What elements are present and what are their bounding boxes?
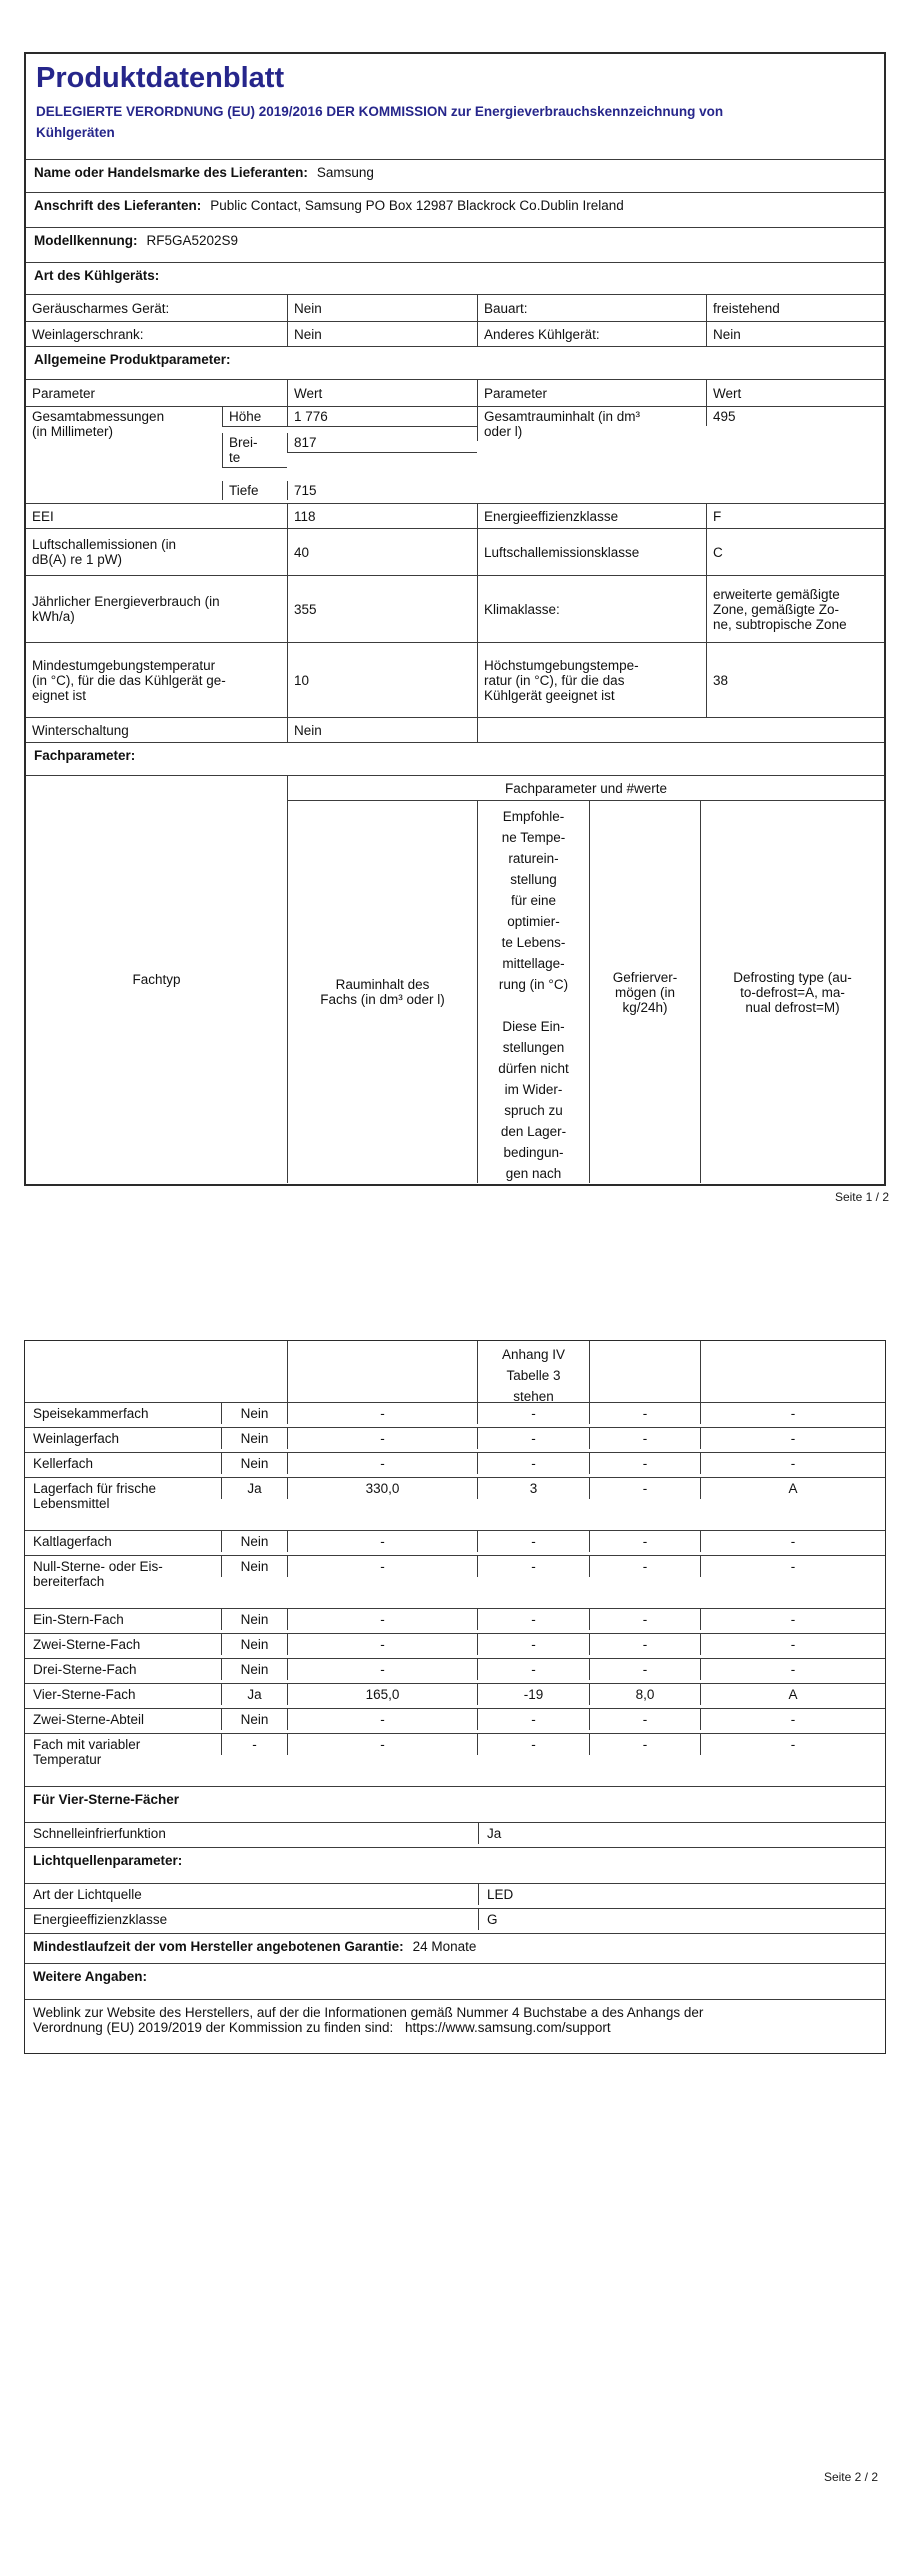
compartment-temp: - — [477, 1556, 589, 1577]
climate-class-value: erweiterte gemäßigte Zone, gemäßigte Zo- ne, subtropische Zone — [706, 576, 884, 642]
climate-class-label: Klimaklasse: — [477, 576, 706, 642]
compartment-row — [25, 1478, 885, 1531]
annual-energy-label: Jährlicher Energieverbrauch (in kWh/a) — [32, 594, 220, 624]
compartment-present: Nein — [221, 1428, 287, 1449]
compartment-defrost: - — [700, 1734, 885, 1755]
compartment-volume: 330,0 — [287, 1478, 477, 1499]
eei-label: EEI — [32, 508, 54, 524]
compartment-volume: - — [287, 1453, 477, 1474]
compartment-freezing: - — [589, 1478, 700, 1499]
recommended-temp-col-header: Empfohle- ne Tempe- raturein- stellung für eine optimier- te Lebens- mittellage- rung (in °C) Diese Ein- stellungen dürfen nicht im Wider- spruch zu den Lager- bedingun- gen nach — [477, 801, 589, 1183]
compartment-section-header: Fachparameter: — [26, 743, 884, 776]
compartment-volume: 165,0 — [287, 1684, 477, 1705]
document-subtitle: DELEGIERTE VERORDNUNG (EU) 2019/2016 DER KOMMISSION zur Energieverbrauchskennzeichnung von Kühlgeräten — [36, 104, 724, 140]
compartment-name: Fach mit variabler Temperatur — [33, 1737, 141, 1767]
winter-setting-row — [26, 718, 884, 743]
min-ambient-temp-value: 10 — [287, 643, 477, 717]
four-star-section-header: Für Vier-Sterne-Fächer — [25, 1787, 885, 1823]
compartment-table-header — [26, 776, 884, 1183]
warranty-label: Mindestlaufzeit der vom Hersteller angebotenen Garantie: — [33, 1939, 404, 1954]
warranty-value: 24 Monate — [412, 1939, 477, 1954]
document-title: Produktdatenblatt — [36, 62, 285, 94]
compartment-name: Drei-Sterne-Fach — [33, 1662, 137, 1677]
compartment-present: - — [221, 1734, 287, 1755]
other-appliance-label: Anderes Kühlgerät: — [477, 322, 706, 346]
light-type-value: LED — [478, 1884, 885, 1905]
width-label: Brei- te — [222, 433, 287, 468]
compartment-present: Nein — [221, 1556, 287, 1577]
wert-col-header-1: Wert — [287, 380, 477, 406]
compartment-volume: - — [287, 1556, 477, 1577]
compartment-freezing: - — [589, 1453, 700, 1474]
page-2-datasheet — [24, 1340, 886, 2054]
supplier-name-value: Samsung — [316, 165, 374, 180]
compartment-present: Nein — [221, 1403, 287, 1424]
fast-freeze-row — [25, 1823, 885, 1848]
compartment-row — [25, 1734, 885, 1787]
compartment-present: Nein — [221, 1634, 287, 1655]
supplier-address-row — [26, 193, 884, 228]
compartment-volume: - — [287, 1428, 477, 1449]
quiet-appliance-label: Geräuscharmes Gerät: — [32, 300, 170, 316]
more-info-header: Weitere Angaben: — [25, 1964, 885, 2000]
winter-setting-empty-cell — [477, 718, 884, 742]
compartment-name: Speisekammerfach — [33, 1406, 149, 1421]
supplier-name-row — [26, 160, 884, 193]
light-section-header: Lichtquellenparameter: — [25, 1848, 885, 1884]
fast-freeze-label: Schnelleinfrierfunktion — [33, 1826, 166, 1841]
light-type-row — [25, 1884, 885, 1909]
max-ambient-temp-label: Höchstumgebungstempe- ratur (in °C), für die das Kühlgerät geeignet ist — [477, 643, 706, 717]
compartment-temp: - — [477, 1659, 589, 1680]
compartment-defrost: A — [700, 1684, 885, 1705]
compartment-defrost: - — [700, 1609, 885, 1630]
compartment-temp: - — [477, 1634, 589, 1655]
compartment-defrost: - — [700, 1556, 885, 1577]
overall-dimensions-label: Gesamtabmessungen (in Millimeter) — [32, 409, 165, 439]
general-params-header: Allgemeine Produktparameter: — [26, 347, 884, 380]
compartment-temp: - — [477, 1428, 589, 1449]
noise-row — [26, 529, 884, 576]
compartment-freezing: - — [589, 1609, 700, 1630]
compartment-volume: - — [287, 1734, 477, 1755]
dimensions-block — [26, 407, 884, 504]
type-section-header: Art des Kühlgeräts: — [26, 263, 884, 295]
ambient-temp-row — [26, 643, 884, 718]
height-value: 1 776 — [287, 407, 477, 427]
compartment-present: Nein — [221, 1531, 287, 1552]
weblink-url[interactable]: https://www.samsung.com/support — [404, 2020, 611, 2035]
compartment-name: Weinlagerfach — [33, 1431, 120, 1446]
weblink-label: Weblink zur Website des Herstellers, auf der die Informationen gemäß Nummer 4 Buchstabe a des Anhangs der Verordnung (EU) 2019/2019 der Kommission zu finden sind: — [33, 2005, 704, 2035]
energy-class-label: Energieeffizienzklasse — [477, 504, 706, 528]
winter-setting-label: Winterschaltung — [32, 722, 129, 738]
compartment-present: Ja — [221, 1478, 287, 1499]
compartment-row — [25, 1684, 885, 1709]
total-volume-label: Gesamtrauminhalt (in dm³ oder l) — [477, 407, 706, 441]
total-volume-value: 495 — [706, 407, 884, 426]
height-label: Höhe — [222, 407, 287, 427]
light-energy-class-row — [25, 1909, 885, 1934]
defrost-empty-cell — [700, 1341, 885, 1407]
compartment-freezing: - — [589, 1403, 700, 1424]
compartment-present: Nein — [221, 1659, 287, 1680]
compartment-type-col-header: Fachtyp — [132, 972, 181, 987]
width-value: 817 — [287, 433, 477, 453]
compartment-defrost: - — [700, 1531, 885, 1552]
compartment-volume: - — [287, 1531, 477, 1552]
compartment-freezing: - — [589, 1734, 700, 1755]
min-ambient-temp-label: Mindestumgebungstemperatur (in °C), für die das Kühlgerät ge- eignet ist — [32, 657, 226, 703]
eei-row — [26, 504, 884, 529]
depth-value: 715 — [287, 481, 477, 500]
wine-storage-label: Weinlagerschrank: — [32, 326, 144, 342]
wine-storage-value: Nein — [287, 322, 477, 346]
compartment-freezing: - — [589, 1428, 700, 1449]
temp-header-continuation-row — [25, 1341, 885, 1403]
light-type-label: Art der Lichtquelle — [33, 1887, 142, 1902]
compartment-row — [25, 1453, 885, 1478]
supplier-address-label: Anschrift des Lieferanten: — [34, 198, 202, 213]
warranty-row — [25, 1934, 885, 1964]
compartment-defrost: A — [700, 1478, 885, 1499]
compartment-temp: -19 — [477, 1684, 589, 1705]
compartment-freezing: - — [589, 1531, 700, 1552]
annual-energy-value: 355 — [287, 576, 477, 642]
type-row-wine — [26, 322, 884, 347]
compartment-name: Ein-Stern-Fach — [33, 1612, 124, 1627]
compartment-temp: - — [477, 1531, 589, 1552]
design-type-value: freistehend — [706, 295, 884, 321]
param-wert-header-row — [26, 380, 884, 407]
compartment-freezing: - — [589, 1634, 700, 1655]
compartment-present: Nein — [221, 1709, 287, 1730]
freezing-empty-cell — [589, 1341, 700, 1407]
compartment-freezing: - — [589, 1659, 700, 1680]
compartment-defrost: - — [700, 1453, 885, 1474]
compartment-row — [25, 1609, 885, 1634]
compartment-volume: - — [287, 1709, 477, 1730]
compartment-defrost: - — [700, 1428, 885, 1449]
page-2-footer: Seite 2 / 2 — [823, 2470, 878, 2484]
compartment-group-header: Fachparameter und #werte — [287, 776, 884, 801]
page-1-datasheet — [24, 52, 886, 1186]
compartment-temp: 3 — [477, 1478, 589, 1499]
compartment-freezing: 8,0 — [589, 1684, 700, 1705]
noise-value: 40 — [287, 529, 477, 575]
model-label: Modellkennung: — [34, 233, 138, 248]
compartment-freezing: - — [589, 1709, 700, 1730]
compartment-volume: - — [287, 1403, 477, 1424]
defrost-type-col-header: Defrosting type (au- to-defrost=A, ma- nual defrost=M) — [700, 801, 884, 1183]
compartment-row — [25, 1659, 885, 1684]
compartment-row — [25, 1556, 885, 1609]
compartment-rows — [25, 1403, 885, 1787]
winter-setting-value: Nein — [287, 718, 477, 742]
noise-label: Luftschallemissionen (in dB(A) re 1 pW) — [32, 537, 177, 567]
type-row-quiet — [26, 295, 884, 322]
compartment-present: Ja — [221, 1684, 287, 1705]
freezing-capacity-col-header: Gefrierver- mögen (in kg/24h) — [589, 801, 700, 1183]
compartment-row — [25, 1403, 885, 1428]
compartment-volume: - — [287, 1634, 477, 1655]
other-appliance-value: Nein — [706, 322, 884, 346]
compartment-present: Nein — [221, 1609, 287, 1630]
compartment-row — [25, 1709, 885, 1734]
compartment-name: Lagerfach für frische Lebensmittel — [33, 1481, 157, 1511]
page-1-footer: Seite 1 / 2 — [834, 1190, 889, 1204]
compartment-row — [25, 1634, 885, 1659]
compartment-row — [25, 1428, 885, 1453]
compartment-name: Zwei-Sterne-Fach — [33, 1637, 141, 1652]
noise-class-value: C — [706, 529, 884, 575]
model-row — [26, 228, 884, 263]
parameter-col-header-1: Parameter — [32, 385, 96, 401]
model-value: RF5GA5202S9 — [146, 233, 239, 248]
compartment-freezing: - — [589, 1556, 700, 1577]
compartment-defrost: - — [700, 1634, 885, 1655]
design-type-label: Bauart: — [477, 295, 706, 321]
supplier-address-value: Public Contact, Samsung PO Box 12987 Blackrock Co.Dublin Ireland — [210, 198, 624, 213]
compartment-defrost: - — [700, 1403, 885, 1424]
compartment-temp: - — [477, 1403, 589, 1424]
fast-freeze-value: Ja — [478, 1823, 885, 1844]
volume-empty-cell — [287, 1341, 477, 1407]
eei-value: 118 — [287, 504, 477, 528]
compartment-temp: - — [477, 1734, 589, 1755]
compartment-defrost: - — [700, 1659, 885, 1680]
annual-energy-row — [26, 576, 884, 643]
temp-header-continuation: Anhang IV Tabelle 3 stehen — [477, 1341, 589, 1407]
compartment-name: Vier-Sterne-Fach — [33, 1687, 136, 1702]
compartment-defrost: - — [700, 1709, 885, 1730]
compartment-volume: - — [287, 1659, 477, 1680]
depth-label: Tiefe — [222, 481, 287, 500]
noise-class-label: Luftschallemissionsklasse — [477, 529, 706, 575]
compartment-temp: - — [477, 1609, 589, 1630]
compartment-type-empty-cell — [25, 1341, 287, 1407]
light-energy-class-label: Energieeffizienzklasse — [33, 1912, 168, 1927]
compartment-volume: - — [287, 1609, 477, 1630]
volume-col-header: Rauminhalt des Fachs (in dm³ oder l) — [287, 801, 477, 1183]
compartment-temp: - — [477, 1709, 589, 1730]
compartment-present: Nein — [221, 1453, 287, 1474]
light-energy-class-value: G — [478, 1909, 885, 1930]
compartment-name: Kellerfach — [33, 1456, 94, 1471]
quiet-appliance-value: Nein — [287, 295, 477, 321]
weblink-row — [25, 2000, 885, 2053]
compartment-temp: - — [477, 1453, 589, 1474]
energy-class-value: F — [706, 504, 884, 528]
compartment-row — [25, 1531, 885, 1556]
parameter-col-header-2: Parameter — [477, 380, 706, 406]
compartment-name: Kaltlagerfach — [33, 1534, 112, 1549]
title-block — [26, 54, 884, 160]
compartment-name: Null-Sterne- oder Eis- bereiterfach — [33, 1559, 163, 1589]
compartment-name: Zwei-Sterne-Abteil — [33, 1712, 145, 1727]
max-ambient-temp-value: 38 — [706, 643, 884, 717]
wert-col-header-2: Wert — [706, 380, 884, 406]
supplier-name-label: Name oder Handelsmarke des Lieferanten: — [34, 165, 308, 180]
